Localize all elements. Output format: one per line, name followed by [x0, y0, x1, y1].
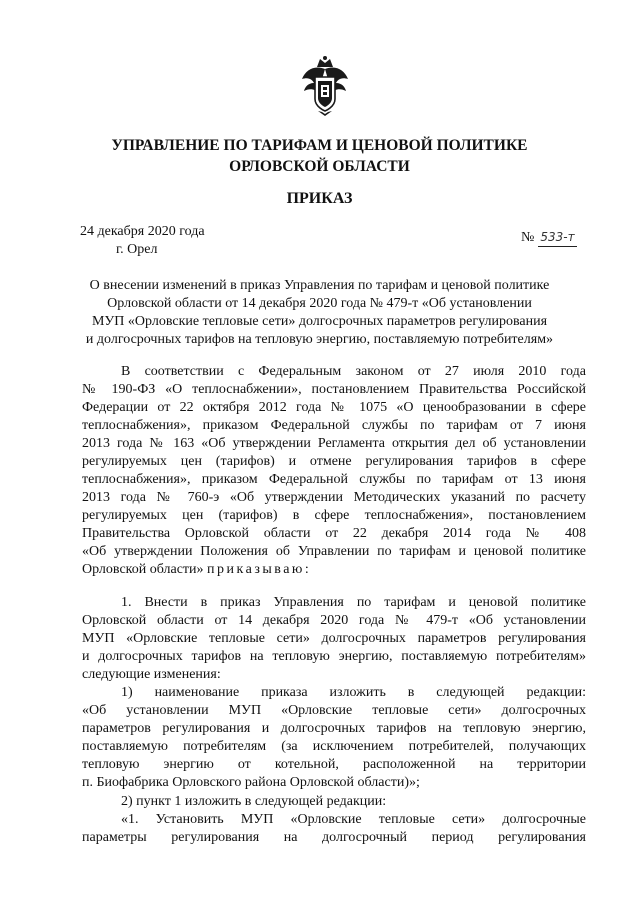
preamble-line: регулируемых цен (тарифов) в сфере теплоснабжения», постановлением [82, 508, 586, 523]
preamble-line: теплоснабжения», приказом Федеральной службы по тарифам от 7 июня [82, 418, 586, 433]
preamble-line: «Об утверждении Положения об Управлении по тарифам и ценовой политике [82, 544, 586, 559]
preamble-line: Правительства Орловской области от 22 декабря 2014 года № 408 [82, 526, 586, 541]
quote-line: параметры регулирования на долгосрочный период регулирования [82, 830, 586, 845]
preamble-line: 2013 года № 163 «Об утверждении Регламента открытия дел об установлении [82, 436, 586, 451]
subject-line: Орловской области от 14 декабря 2020 года № 479-т «Об установлении [107, 296, 532, 311]
organization-name-line1: УПРАВЛЕНИЕ ПО ТАРИФАМ И ЦЕНОВОЙ ПОЛИТИКЕ [111, 137, 528, 154]
subject-line: О внесении изменений в приказ Управления по тарифам и ценовой политике [89, 278, 550, 293]
document-type-title: ПРИКАЗ [286, 190, 353, 207]
subject-line: МУП «Орловские тепловые сети» долгосрочных параметров регулирования [91, 314, 548, 329]
item1-last-line: следующие изменения: [82, 667, 221, 682]
sub1-first-line: 1) наименование приказа изложить в следующей редакции: [121, 685, 586, 700]
preamble-line: регулируемых цен (тарифов) и отмене регулирования тарифов в сфере [82, 454, 586, 469]
quote-first-line: «1. Установить МУП «Орловские тепловые сети» долгосрочные [121, 812, 586, 827]
subject-line: и долгосрочных тарифов на тепловую энергию, поставляемую потребителям» [85, 332, 554, 347]
sub2-line: 2) пункт 1 изложить в следующей редакции: [121, 794, 387, 809]
item1-first-line: 1. Внести в приказ Управления по тарифам и ценовой политике [121, 595, 586, 610]
preamble-line: теплоснабжения», приказом Федеральной службы по тарифам от 13 июня [82, 472, 586, 487]
item1-line: Орловской области от 14 декабря 2020 года № 479-т «Об установлении [82, 613, 586, 628]
sub1-line: тепловую энергию от котельной, расположенной на территории [82, 757, 586, 772]
orders-word: приказываю: [207, 562, 312, 577]
preamble-last-text: Орловской области» [82, 562, 204, 577]
sub1-line: «Об установлении МУП «Орловские тепловые сети» долгосрочных [82, 703, 586, 718]
organization-name-line2: ОРЛОВСКОЙ ОБЛАСТИ [229, 158, 410, 175]
preamble-first-line: В соответствии с Федеральным законом от 27 июля 2010 года [121, 364, 586, 379]
number-sign: № [521, 230, 535, 245]
sub1-line: поставляемую потребителям (за исключением потребителей, получающих [82, 739, 586, 754]
coat-of-arms-emblem [300, 55, 350, 117]
document-city: г. Орел [116, 242, 158, 257]
document-date: 24 декабря 2020 года [80, 224, 205, 239]
preamble-last-line [82, 561, 311, 579]
item1-line: и долгосрочных тарифов на тепловую энергию, поставляемую потребителям» [82, 649, 586, 664]
document-number [521, 228, 577, 247]
sub1-line: параметров регулирования и долгосрочных тарифов на тепловую энергию, [82, 721, 586, 736]
item1-line: МУП «Орловские тепловые сети» долгосрочных параметров регулирования [82, 631, 586, 646]
preamble-line: 2013 года № 760-э «Об утверждении Методических указаний по расчету [82, 490, 586, 505]
sub1-last-line: п. Биофабрика Орловского района Орловской области)»; [82, 775, 420, 790]
preamble-line: Федерации от 22 октября 2012 года № 1075 «О ценообразовании в сфере [82, 400, 586, 415]
preamble-line: № 190-ФЗ «О теплоснабжении», постановлением Правительства Российской [82, 382, 586, 397]
handwritten-number: 533-т [538, 228, 576, 247]
